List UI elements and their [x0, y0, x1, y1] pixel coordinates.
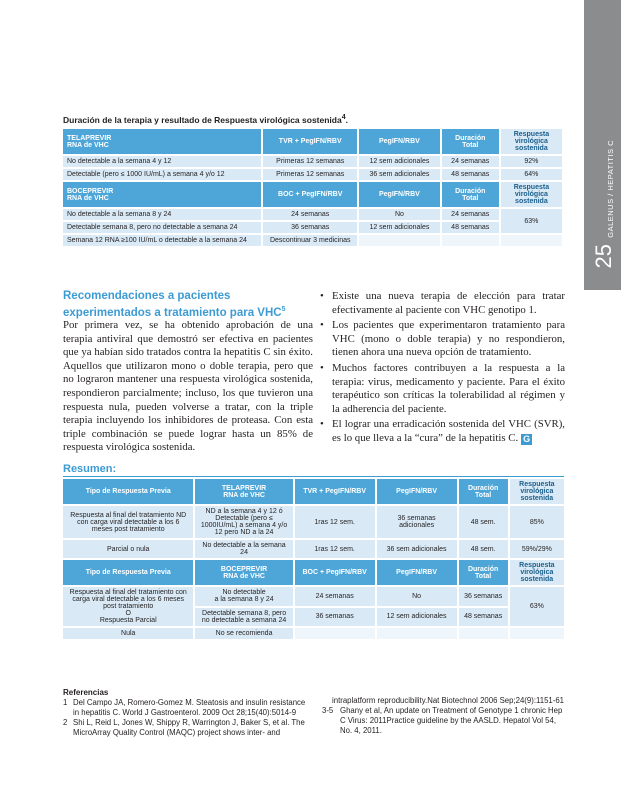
list-item: • Existe una nueva terapia de elección para tratar efectivamente al paciente con VHC genotipo 1.	[320, 290, 565, 316]
references	[63, 688, 573, 738]
header-cell: Duración Total	[442, 182, 499, 207]
table-cell: Nula	[121, 630, 136, 637]
table-cell	[459, 628, 508, 639]
references-title: Referencias	[63, 688, 109, 697]
list-item: • El lograr una erradicación sostenida del VHC (SVR), es lo que lleva a la “cura” de la hepatitis C. G	[320, 418, 565, 444]
table-cell: Semana 12 RNA ≥100 IU/mL o detectable a la semana 24	[67, 237, 247, 244]
page-number: 25	[591, 244, 616, 269]
table-cell	[295, 628, 375, 639]
table-row	[63, 156, 562, 167]
table-cell: 36 sem adicionales	[369, 171, 430, 178]
table-cell: Primeras 12 semanas	[276, 171, 345, 178]
table-cell	[510, 628, 564, 639]
table-cell: ND a la semana 4 y 12 ó Detectable (pero ≤ 1000IU/mL) a semana 4 y/o 12 pero ND a la 24	[200, 508, 288, 536]
table-cell	[359, 235, 440, 246]
header-cell: TELAPREVIR RNA de VHC	[195, 479, 292, 504]
table-cell: 36 sem adicionales	[386, 545, 447, 553]
header-cell: PegIFN/RBV	[359, 129, 440, 154]
header-cell: Tipo de Respuesta Previa	[63, 479, 193, 504]
table-header-row	[63, 479, 564, 504]
table-cell: 24 semanas	[451, 211, 490, 218]
table-cell: 63%	[524, 217, 539, 225]
table-header-row	[63, 129, 562, 154]
header-cell: TVR + PegIFN/RBV	[295, 479, 375, 504]
header-cell: Duración Total	[442, 129, 499, 154]
header-cell: TELAPREVIR RNA de VHC	[63, 129, 261, 154]
table-cell: 36 semanas	[464, 592, 503, 600]
table-cell: No detectable a la semana 24	[202, 542, 286, 556]
table-header-row	[63, 560, 564, 585]
table-row	[63, 628, 564, 639]
list-item: • Muchos factores contribuyen a la respuesta a la terapia: virus, medicamento y paciente. Para el éxito terapéutico son críticas la tolerabilidad al régimen y la adherencia del paciente.	[320, 361, 565, 415]
table-cell: 36 semanas adicionales	[397, 515, 436, 529]
summary-heading: Resumen:	[63, 463, 117, 475]
table-cell: 1ras 12 sem.	[314, 545, 355, 553]
header-cell: BOCEPREVIR RNA de VHC	[195, 560, 292, 585]
table-cell: Detectable semana 8, pero no detectable a semana 24	[201, 609, 287, 624]
table-cell: 12 sem adicionales	[386, 613, 447, 621]
table-cell: 12 sem adicionales	[369, 158, 430, 165]
header-cell: Respuesta virológica sostenida	[501, 182, 562, 207]
table-cell: Parcial o nula	[107, 545, 150, 553]
reference-item: intraplatform reproducibility.Nat Biotechnol 2006 Sep;24(9):1151-61	[332, 696, 565, 705]
table-cell	[501, 235, 562, 246]
table-cell: 92%	[524, 158, 539, 165]
end-mark-icon: G	[523, 433, 531, 444]
side-tab	[584, 0, 621, 290]
header-cell: Respuesta virológica sostenida	[501, 129, 562, 154]
header-cell: PegIFN/RBV	[359, 182, 440, 207]
section-heading: Recomendaciones a pacientes experimentados a tratamiento para VHC$^5$	[63, 290, 286, 319]
table-cell: Detectable semana 8, pero no detectable a semana 24	[67, 224, 238, 231]
table-cell: 24 semanas	[451, 158, 490, 165]
table-cell: No detectable a la semana 8 y 24	[67, 211, 172, 218]
table-cell: Detectable (pero ≤ 1000 IU/mL) a semana 4 y/o 12	[67, 171, 225, 178]
table-cell: No detectable a la semana 8 y 24	[214, 589, 274, 604]
section-label: GALENUS / HEPATITIS C	[606, 140, 615, 238]
table-row	[63, 506, 564, 538]
table-cell: 48 semanas	[451, 224, 490, 231]
table-row	[63, 222, 562, 233]
table-cell: 1ras 12 sem.	[314, 518, 355, 526]
table-cell: 36 semanas	[291, 224, 330, 231]
body-paragraph: Por primera vez, se ha obtenido aprobación de una terapia antiviral que demostró ser efectiva en pacientes que ya habían sido tratados contra la hepatitis C sin éxito. Aquellos que utilizaron mono o doble terapia, pero que no lograron mantener una respuesta virológica sostenida, respondieron parcialmente; incluso, los que tuvieron una respuesta nula, pueden volverse a tratar, con la triple terapia incluyendo los inhibidores de proteasa. Con esta triple combinación se puede lograr hasta un 85% de respuesta virológica sostenida.	[63, 319, 313, 454]
table-cell: 24 semanas	[291, 211, 330, 218]
table-cell: 12 sem adicionales	[369, 224, 430, 231]
header-cell: Respuesta virológica sostenida	[510, 560, 564, 585]
table-row	[63, 235, 562, 246]
bullet-list	[320, 290, 565, 448]
table-cell: Respuesta al final del tratamiento con carga viral detectable a los 6 meses post tratamiento O Respuesta Parcial	[69, 589, 187, 624]
table-row	[63, 209, 562, 220]
table-cell: 59%/29%	[521, 545, 552, 553]
table-cell: 85%	[529, 518, 544, 526]
table-row	[63, 169, 562, 180]
table-cell: 48 semanas	[451, 171, 490, 178]
table-cell: 36 semanas	[315, 613, 354, 621]
header-cell: Respuesta virológica sostenida	[510, 479, 564, 504]
table-cell: 48 sem.	[470, 545, 496, 553]
reference-item: 3-5 Ghany et al, An update on Treatment of Genotype 1 chronic Hep C Virus: 2011Practice guideline by the AASLD. Hepatol Vol 54, No. 4, 2011.	[322, 706, 563, 735]
header-cell: Duración Total	[459, 560, 508, 585]
header-cell: Tipo de Respuesta Previa	[63, 560, 193, 585]
table1-title: Duración de la terapia y resultado de Respuesta virológica sostenida$^4$.	[63, 113, 349, 125]
table-cell: 48 semanas	[464, 613, 503, 621]
header-cell: PegIFN/RBV	[377, 560, 457, 585]
header-cell: BOC + PegIFN/RBV	[295, 560, 375, 585]
table-cell: No	[412, 592, 422, 600]
reference-item: 1 Del Campo JA, Romero-Gomez M. Steatosis and insulin resistance in hepatitis C. World J Gastroenterol. 2009 Oct 28;15(40):5014-9	[63, 698, 306, 717]
table-cell: Primeras 12 semanas	[276, 158, 345, 165]
table-row	[63, 587, 564, 606]
table-cell: No se recomienda	[215, 630, 273, 637]
table-cell	[442, 235, 499, 246]
summary-table	[61, 477, 566, 641]
table-row	[63, 540, 564, 558]
table-cell: Respuesta al final del tratamiento ND con carga viral detectable a los 6 meses post tratamiento	[70, 511, 187, 533]
table-cell: 48 sem.	[470, 518, 496, 526]
therapy-duration-table	[61, 127, 564, 248]
header-cell: TVR + PegIFN/RBV	[263, 129, 357, 154]
table-cell: 63%	[529, 603, 544, 610]
table-cell	[377, 628, 457, 639]
table-cell: 24 semanas	[315, 592, 354, 600]
table-cell: No detectable a la semana 4 y 12	[67, 158, 172, 165]
table-cell: 64%	[524, 171, 539, 178]
table-cell: Descontinuar 3 medicinas	[269, 237, 351, 244]
reference-item: 2 Shi L, Reid L, Jones W, Shippy R, Warrington J, Baker S, et al. The MicroArray Quality Control (MAQC) project shows inter- and	[63, 718, 305, 737]
header-cell: BOCEPREVIR RNA de VHC	[63, 182, 261, 207]
header-cell: BOC + PegIFN/RBV	[263, 182, 357, 207]
table-header-row	[63, 182, 562, 207]
header-cell: Duración Total	[459, 479, 508, 504]
table-cell: No	[394, 211, 404, 218]
list-item: • Los pacientes que experimentaron tratamiento para VHC (mono o doble terapia) y no respondieron, tienen ahora una nueva opción de tratamiento.	[320, 319, 565, 359]
header-cell: PegIFN/RBV	[377, 479, 457, 504]
